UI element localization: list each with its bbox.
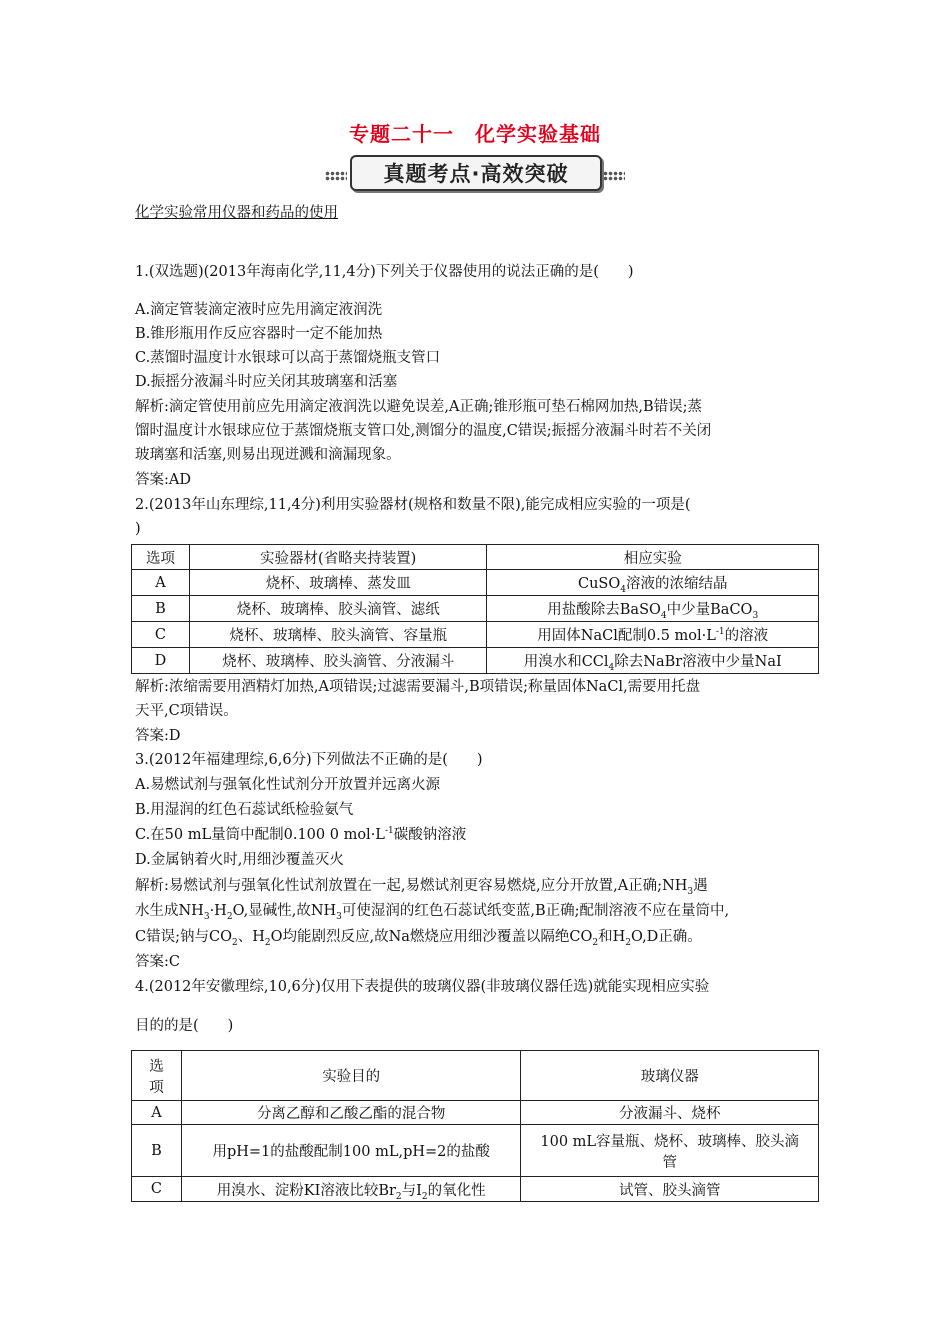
q2-stem: )	[135, 521, 141, 537]
q2-explanation: 解析:浓缩需要用酒精灯加热,A项错误;过滤需要漏斗,B项错误;称量固体NaCl,需要用托盘	[135, 679, 701, 695]
q1-explanation: 馏时温度计水银球应位于蒸馏烧瓶支管口处,测馏分的温度,C错误;振摇分液漏斗时若不关闭	[135, 423, 712, 439]
table-cell: CuSO$_4$溶液的浓缩结晶	[487, 570, 819, 596]
q3-option-b: B.用湿润的红色石蕊试纸检验氨气	[135, 802, 354, 818]
table-header: 玻璃仪器	[521, 1051, 819, 1101]
q4-stem: 目的的是( )	[135, 1018, 234, 1034]
q1-stem: 1.(双选题)(2013年海南化学,11,4分)下列关于仪器使用的说法正确的是( )	[135, 264, 634, 280]
table-cell: A	[132, 1101, 182, 1125]
table-row	[132, 1101, 819, 1125]
q2-answer: 答案:D	[135, 728, 181, 744]
table-cell: D	[132, 648, 190, 674]
table-cell: B	[132, 1125, 182, 1177]
table-cell: 用盐酸除去BaSO$_4$中少量BaCO$_3$	[487, 596, 819, 622]
q1-option-a: A.滴定管装滴定液时应先用滴定液润洗	[135, 302, 383, 318]
table-cell: 100 mL容量瓶、烧杯、玻璃棒、胶头滴 管	[521, 1125, 819, 1177]
q1-explanation: 解析:滴定管使用前应先用滴定液润洗以避免误差,A正确;锥形瓶可垫石棉网加热,B错误;蒸	[135, 399, 702, 415]
q2-explanation: 天平,C项错误。	[135, 703, 238, 719]
table-header-row	[132, 545, 819, 570]
q1-option-b: B.锥形瓶用作反应容器时一定不能加热	[135, 326, 383, 342]
table-cell: 烧杯、玻璃棒、胶头滴管、容量瓶	[189, 622, 487, 648]
table-header: 实验器材(省略夹持装置)	[189, 545, 487, 570]
q1-answer: 答案:AD	[135, 472, 191, 488]
q3-option-d: D.金属钠着火时,用细沙覆盖灭火	[135, 852, 344, 868]
table-header: 实验目的	[181, 1051, 521, 1101]
table-row	[132, 596, 819, 622]
table-cell: C	[132, 622, 190, 648]
table-header: 选项	[132, 545, 190, 570]
banner	[325, 153, 625, 191]
table-cell: B	[132, 596, 190, 622]
q1-option-c: C.蒸馏时温度计水银球可以高于蒸馏烧瓶支管口	[135, 350, 441, 366]
q4-table	[131, 1050, 819, 1202]
section-heading: 化学实验常用仪器和药品的使用	[135, 205, 338, 221]
table-cell: C	[132, 1177, 182, 1202]
table-cell: 烧杯、玻璃棒、胶头滴管、滤纸	[189, 596, 487, 622]
table-header-row	[132, 1051, 819, 1101]
table-cell: A	[132, 570, 190, 596]
q3-answer: 答案:C	[135, 954, 180, 970]
table-cell: 用溴水和CCl$_4$除去NaBr溶液中少量NaI	[487, 648, 819, 674]
q3-explanation: 水生成$NH_3\cdot H_2O$,显碱性,故$NH_3$可使湿润的红色石蕊试纸变蓝,B正确;配制溶液不应在量筒中,	[135, 903, 730, 922]
table-cell: 分离乙醇和乙酸乙酯的混合物	[181, 1101, 521, 1125]
dots-decoration-icon	[325, 171, 347, 181]
table-cell: 试管、胶头滴管	[521, 1177, 819, 1202]
q2-stem: 2.(2013年山东理综,11,4分)利用实验器材(规格和数量不限),能完成相应实验的一项是(	[135, 497, 691, 513]
table-row	[132, 622, 819, 648]
table-header: 选 项	[132, 1051, 182, 1101]
table-row	[132, 570, 819, 596]
table-row	[132, 1177, 819, 1202]
table-cell: 烧杯、玻璃棒、胶头滴管、分液漏斗	[189, 648, 487, 674]
table-row	[132, 648, 819, 674]
page-title: 专题二十一 化学实验基础	[349, 122, 601, 146]
table-cell: 用pH=1的盐酸配制100 mL,pH=2的盐酸	[181, 1125, 521, 1177]
q1-explanation: 玻璃塞和活塞,则易出现迸溅和滴漏现象。	[135, 447, 401, 463]
q4-stem: 4.(2012年安徽理综,10,6分)仅用下表提供的玻璃仪器(非玻璃仪器任选)就能实现相应实验	[135, 979, 710, 995]
q3-stem: 3.(2012年福建理综,6,6分)下列做法不正确的是( )	[135, 752, 483, 768]
table-cell: 用固体NaCl配制0.5 $mol\cdot L^{-1}$的溶液	[487, 622, 819, 648]
table-row	[132, 1125, 819, 1177]
table-cell: 烧杯、玻璃棒、蒸发皿	[189, 570, 487, 596]
q2-table	[131, 544, 819, 674]
q3-explanation: C错误;钠与$CO_2$、$H_2O$均能剧烈反应,故Na燃烧应用细沙覆盖以隔绝$CO_2$和$H_2O,D$正确。	[135, 929, 702, 948]
table-header: 相应实验	[487, 545, 819, 570]
banner-label: 真题考点·高效突破	[350, 155, 602, 191]
q3-option-c: C.在50 mL量筒中配制0.100 0 $mol\cdot L^{-1}$碳酸钠溶液	[135, 826, 467, 843]
table-cell: 分液漏斗、烧杯	[521, 1101, 819, 1125]
dots-decoration-icon	[603, 171, 625, 181]
table-cell: 用溴水、淀粉KI溶液比较$Br_2$与$I_2$的氧化性	[181, 1177, 521, 1202]
q1-option-d: D.振摇分液漏斗时应关闭其玻璃塞和活塞	[135, 374, 398, 390]
q3-option-a: A.易燃试剂与强氧化性试剂分开放置并远离火源	[135, 777, 441, 793]
q3-explanation: 解析:易燃试剂与强氧化性试剂放置在一起,易燃试剂更容易燃烧,应分开放置,A正确$;NH_3$遇	[135, 878, 708, 897]
